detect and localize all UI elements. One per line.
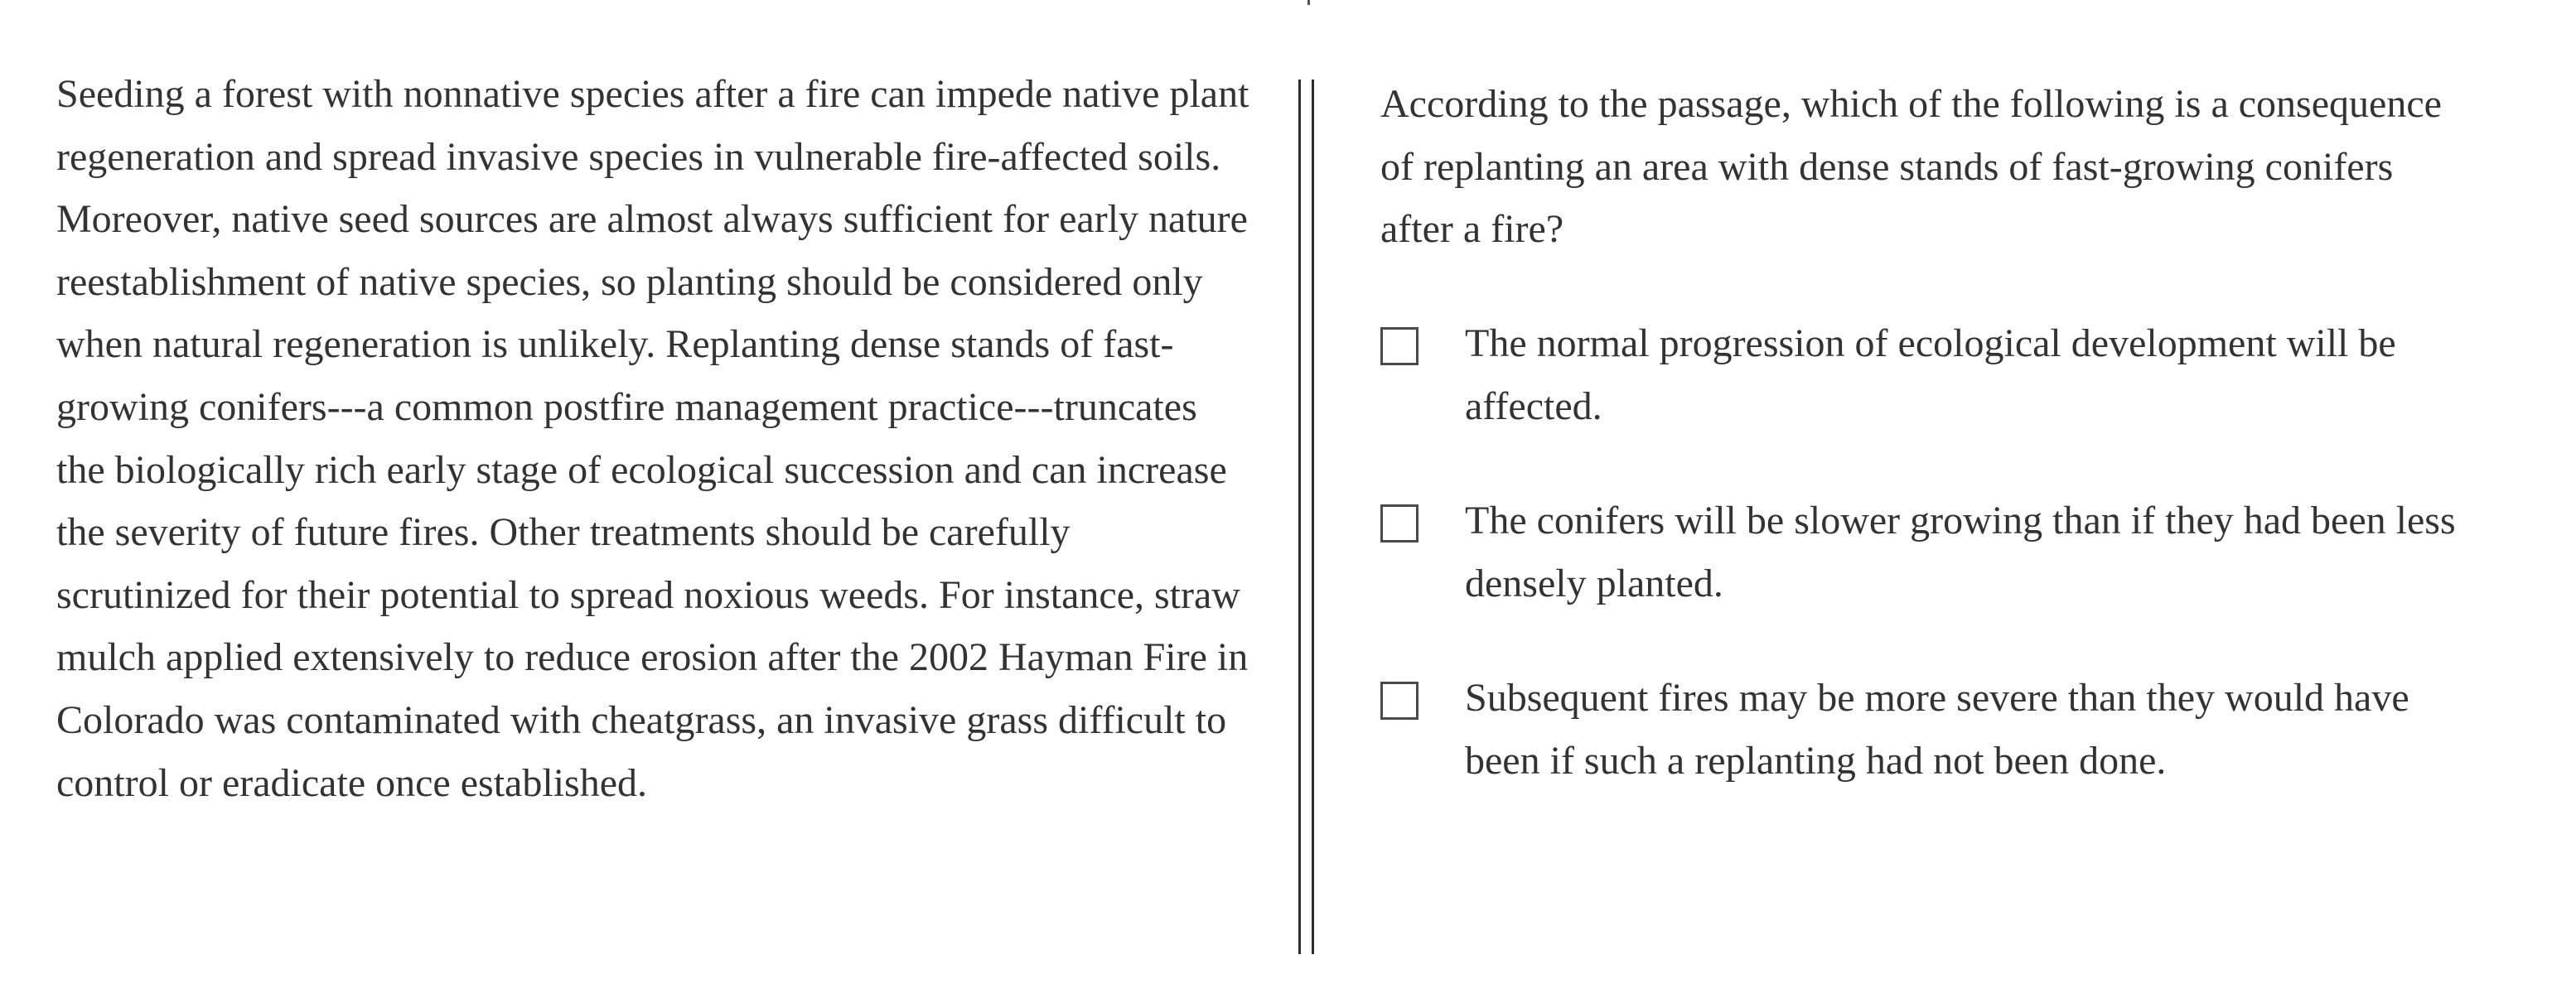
answer-choice-3[interactable]	[1380, 667, 2540, 792]
answer-choice-2-label[interactable]: The conifers will be slower growing than if they had been less densely planted.	[1465, 499, 2456, 605]
answer-choice-1-checkbox[interactable]	[1380, 327, 1418, 365]
answer-choice-3-label[interactable]: Subsequent fires may be more severe than they would have been if such a replanting had not been done.	[1465, 676, 2409, 783]
answer-choice-1[interactable]	[1380, 312, 2540, 437]
answer-choice-2[interactable]	[1380, 489, 2540, 615]
answer-choice-3-checkbox[interactable]	[1380, 682, 1418, 720]
pane-divider-left-line	[1298, 80, 1301, 954]
pane-resize-handle[interactable]	[1307, 0, 1310, 5]
pane-divider-right-line	[1312, 80, 1314, 954]
answer-choice-1-label[interactable]: The normal progression of ecological development will be affected.	[1465, 321, 2396, 428]
answer-choice-2-checkbox[interactable]	[1380, 504, 1418, 542]
answer-choices	[1380, 312, 2540, 845]
passage-text: Seeding a forest with nonnative species after a fire can impede native plant regeneration and spread invasive species in vulnerable fire-affected soils. Moreover, native seed sources are almost always sufficient for early nature reestablishment of native species, so planting should be considered only when natural regeneration is unlikely. Replanting dense stands of fast-growing conifers---a common postfire management practice---truncates the biologically rich early stage of ecological succession and can increase the severity of future fires. Other treatments should be carefully scrutinized for their potential to spread noxious weeds. For instance, straw mulch applied extensively to reduce erosion after the 2002 Hayman Fire in Colorado was contaminated with cheatgrass, an invasive grass difficult to control or eradicate once established.	[56, 72, 1249, 805]
question-prompt: According to the passage, which of the following is a consequence of replanting an area with dense stands of fast-growing conifers after a fire?	[1380, 82, 2442, 252]
